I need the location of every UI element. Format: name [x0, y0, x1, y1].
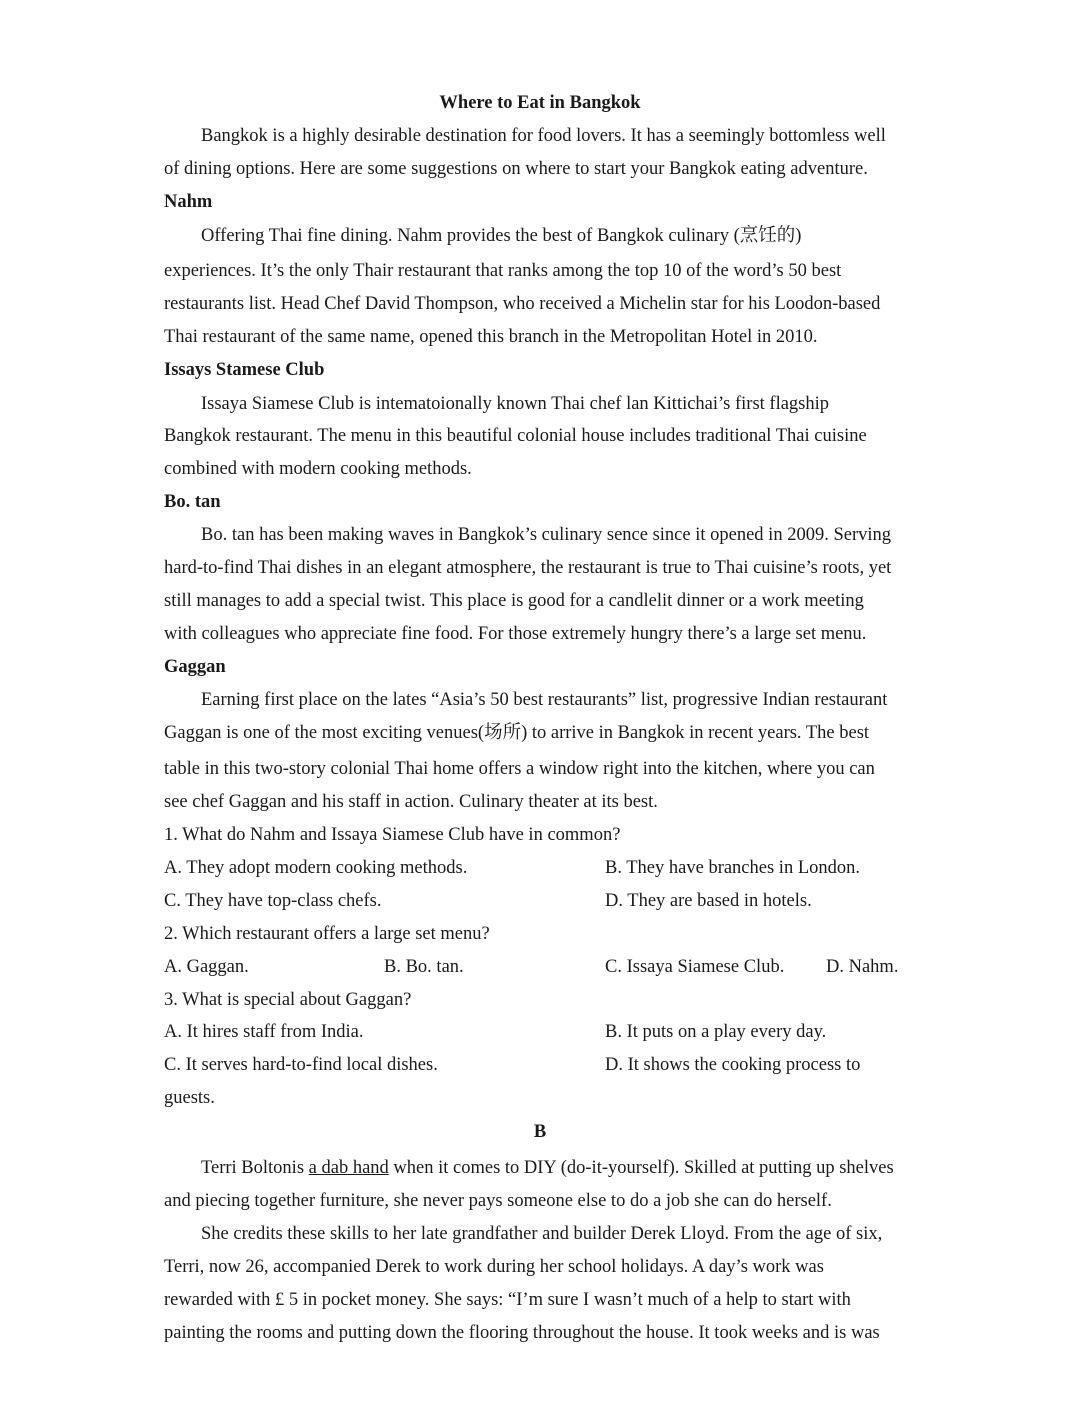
section-label-b: B — [533, 1122, 547, 1142]
section-heading-gaggan: Gaggan — [164, 657, 226, 677]
option-b: B. Bo. tan. — [384, 957, 464, 977]
option-a: A. They adopt modern cooking methods. — [164, 858, 468, 878]
paragraph-line: combined with modern cooking methods. — [164, 459, 472, 479]
paragraph-line: table in this two-story colonial Thai home offers a window right into the kitchen, where you can — [164, 759, 875, 779]
paragraph-line: Issaya Siamese Club is intematoionally known Thai chef lan Kittichai’s first flagship — [201, 394, 830, 414]
paragraph-line: Bangkok restaurant. The menu in this beautiful colonial house includes traditional Thai cuisine — [164, 426, 867, 446]
option-a: A. It hires staff from India. — [164, 1022, 364, 1042]
paragraph-line: Earning first place on the lates “Asia’s 50 best restaurants” list, progressive Indian restaurant — [201, 690, 888, 710]
section-heading-issaya: Issays Stamese Club — [164, 360, 325, 380]
paragraph-line: experiences. It’s the only Thair restaurant that ranks among the top 10 of the word’s 50 best — [164, 261, 842, 281]
option-d: D. They are based in hotels. — [605, 891, 812, 911]
section-heading-nahm: Nahm — [164, 192, 213, 212]
question-stem: 2. Which restaurant offers a large set menu? — [164, 924, 490, 944]
paragraph-line: still manages to add a special twist. This place is good for a candlelit dinner or a work meeting — [164, 591, 864, 611]
option-b: B. They have branches in London. — [605, 858, 860, 878]
option-d: D. It shows the cooking process to — [605, 1055, 861, 1075]
paragraph-line: Terri, now 26, accompanied Derek to work during her school holidays. A day’s work was — [164, 1257, 824, 1277]
option-b: B. It puts on a play every day. — [605, 1022, 827, 1042]
paragraph-line: Thai restaurant of the same name, opened this branch in the Metropolitan Hotel in 2010. — [164, 327, 818, 347]
intro-line: of dining options. Here are some suggestions on where to start your Bangkok eating adventure. — [164, 159, 868, 179]
underlined-phrase: a dab hand — [308, 1158, 389, 1178]
paragraph-line: Bo. tan has been making waves in Bangkok’s culinary sence since it opened in 2009. Serving — [201, 525, 892, 545]
paragraph-line: Offering Thai fine dining. Nahm provides the best of Bangkok culinary (烹饪的) — [201, 226, 802, 246]
option-c: C. It serves hard-to-find local dishes. — [164, 1055, 438, 1075]
paragraph-line: with colleagues who appreciate fine food. For those extremely hungry there’s a large set menu. — [164, 624, 867, 644]
paragraph-line: rewarded with £ 5 in pocket money. She says: “I’m sure I wasn’t much of a help to start with — [164, 1290, 851, 1310]
paragraph-line: see chef Gaggan and his staff in action. Culinary theater at its best. — [164, 792, 658, 812]
paragraph-line: painting the rooms and putting down the flooring throughout the house. It took weeks and is was — [164, 1323, 880, 1343]
question-stem: 3. What is special about Gaggan? — [164, 990, 412, 1010]
section-heading-botan: Bo. tan — [164, 492, 221, 512]
question-stem: 1. What do Nahm and Issaya Siamese Club have in common? — [164, 825, 621, 845]
text-run: Terri Boltonis — [201, 1158, 309, 1178]
option-c: C. Issaya Siamese Club. — [605, 957, 785, 977]
paragraph-line: hard-to-find Thai dishes in an elegant atmosphere, the restaurant is true to Thai cuisine’s roots, yet — [164, 558, 892, 578]
option-d: D. Nahm. — [826, 957, 899, 977]
option-c: C. They have top-class chefs. — [164, 891, 382, 911]
paragraph-line: restaurants list. Head Chef David Thompson, who received a Michelin star for his Loodon-based — [164, 294, 881, 314]
passage-title: Where to Eat in Bangkok — [439, 93, 641, 113]
text-run: when it comes to DIY (do-it-yourself). Skilled at putting up shelves — [388, 1158, 894, 1178]
intro-line: Bangkok is a highly desirable destination for food lovers. It has a seemingly bottomless well — [201, 126, 886, 146]
option-d-continued: guests. — [164, 1088, 215, 1108]
option-a: A. Gaggan. — [164, 957, 249, 977]
paragraph-line — [201, 1156, 894, 1180]
paragraph-line: She credits these skills to her late grandfather and builder Derek Lloyd. From the age of six, — [201, 1224, 883, 1244]
paragraph-line: Gaggan is one of the most exciting venues(场所) to arrive in Bangkok in recent years. The best — [164, 723, 870, 743]
paragraph-line: and piecing together furniture, she never pays someone else to do a job she can do herself. — [164, 1191, 832, 1211]
